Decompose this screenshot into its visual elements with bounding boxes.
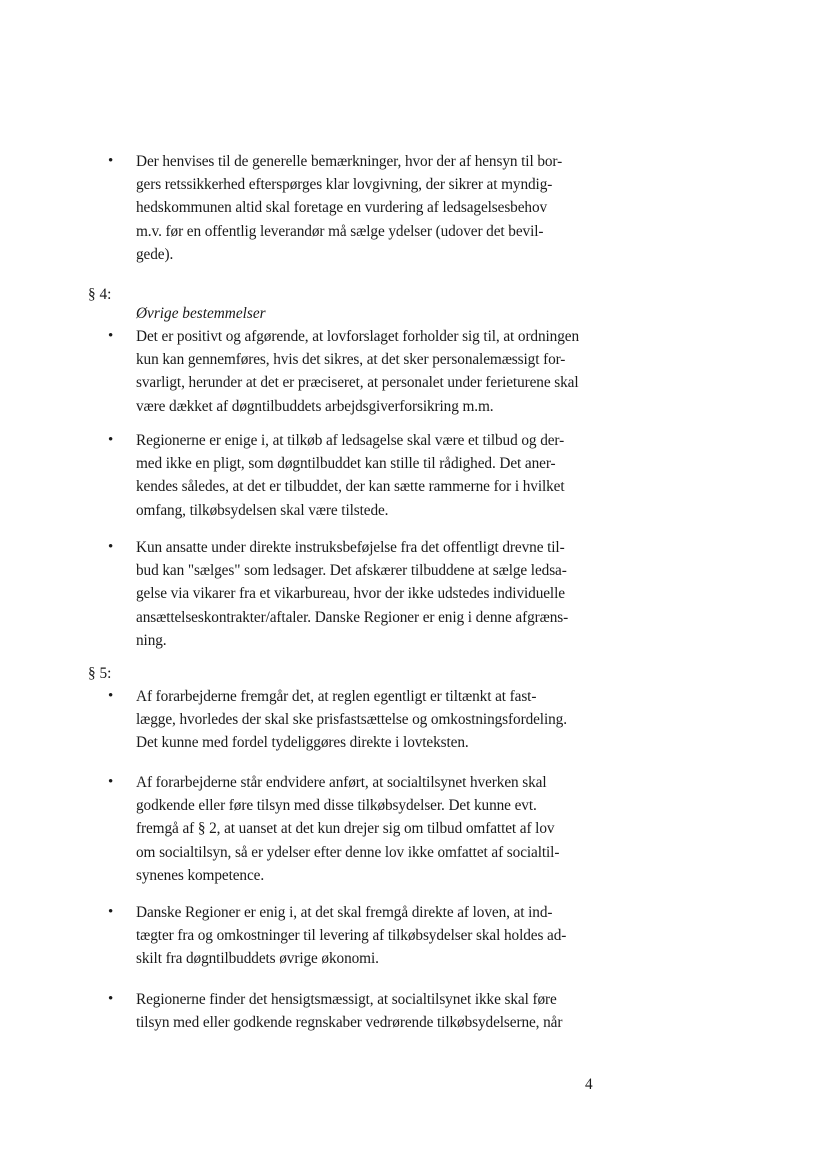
text-line: Danske Regioner er enig i, at det skal fremgå direkte af loven, at ind- — [136, 904, 553, 921]
text-line: Af forarbejderne står endvidere anført, at socialtilsynet hverken skal — [136, 774, 547, 791]
text-line: gelse via vikarer fra et vikarbureau, hvor der ikke udstedes individuelle — [136, 585, 565, 603]
text-line: tilsyn med eller godkende regnskaber vedrørende tilkøbsydelserne, når — [136, 1014, 563, 1032]
text-line: ansættelseskontrakter/aftaler. Danske Regioner er enig i denne afgræns- — [136, 608, 569, 626]
bullet-text — [136, 429, 608, 522]
bullet-text — [136, 771, 608, 887]
text-line: tægter fra og omkostninger til levering af tilkøbsydelser skal holdes ad- — [136, 927, 567, 945]
text-line: Regionerne er enige i, at tilkøb af ledsagelse skal være et tilbud og der- — [136, 432, 565, 449]
text-line: Det er positivt og afgørende, at lovforslaget forholder sig til, at ordningen — [136, 328, 580, 345]
text-line: omfang, tilkøbsydelsen skal være tilstede. — [136, 501, 389, 519]
text-line: synenes kompetence. — [136, 866, 265, 884]
text-line: med ikke en pligt, som døgntilbuddet kan stille til rådighed. Det aner- — [136, 455, 556, 473]
text-line: bud kan "sælges" som ledsager. Det afskærer tilbuddene at sælge ledsa- — [136, 562, 567, 580]
bullet-text — [136, 685, 608, 755]
bullet-text — [136, 901, 608, 971]
text-line: kendes således, at det er tilbuddet, der kan sætte rammerne for i hvilket — [136, 478, 565, 496]
bullet-text — [136, 988, 608, 1034]
text-line: skilt fra døgntilbuddets øvrige økonomi. — [136, 950, 379, 968]
bullet-icon: • — [108, 153, 114, 169]
text-line: lægge, hvorledes der skal ske prisfastsættelse og omkostningsfordeling. — [136, 711, 567, 729]
text-line: gede). — [136, 245, 174, 263]
text-line: Kun ansatte under direkte instruksbeføjelse fra det offentligt drevne til- — [136, 539, 565, 556]
bullet-text — [136, 536, 608, 652]
bullet-icon: • — [108, 991, 114, 1007]
text-line: hedskommunen altid skal foretage en vurdering af ledsagelsesbehov — [136, 199, 548, 217]
text-line: svarligt, herunder at det er præciseret, at personalet under ferieturene skal — [136, 374, 579, 392]
bullet-text — [136, 150, 608, 266]
text-line: ning. — [136, 631, 167, 649]
section-heading-5: § 5: — [88, 665, 112, 682]
bullet-icon: • — [108, 904, 114, 920]
text-line: m.v. før en offentlig leverandør må sælge ydelser (udover det bevil- — [136, 222, 544, 240]
bullet-icon: • — [108, 539, 114, 555]
bullet-icon: • — [108, 774, 114, 790]
text-line: fremgå af § 2, at uanset at det kun drejer sig om tilbud omfattet af lov — [136, 820, 555, 838]
text-line: Regionerne finder det hensigtsmæssigt, at socialtilsynet ikke skal føre — [136, 991, 557, 1008]
text-line: Der henvises til de generelle bemærkninger, hvor der af hensyn til bor- — [136, 153, 563, 170]
section-subheading: Øvrige bestemmelser — [136, 305, 266, 322]
text-line: være dækket af døgntilbuddets arbejdsgiverforsikring m.m. — [136, 397, 494, 415]
page-number: 4 — [585, 1076, 593, 1093]
text-line: om socialtilsyn, så er ydelser efter denne lov ikke omfattet af socialtil- — [136, 843, 560, 861]
text-line: godkende eller føre tilsyn med disse tilkøbsydelser. Det kunne evt. — [136, 797, 537, 815]
text-line: Det kunne med fordel tydeliggøres direkte i lovteksten. — [136, 734, 469, 752]
text-line: Af forarbejderne fremgår det, at reglen egentligt er tiltænkt at fast- — [136, 688, 537, 705]
section-heading-4: § 4: — [88, 286, 112, 303]
text-line: gers retssikkerhed efterspørges klar lovgivning, der sikrer at myndig- — [136, 176, 553, 194]
bullet-icon: • — [108, 328, 114, 344]
bullet-text — [136, 325, 608, 418]
bullet-icon: • — [108, 688, 114, 704]
text-line: kun kan gennemføres, hvis det sikres, at det sker personalemæssigt for- — [136, 351, 566, 369]
bullet-icon: • — [108, 432, 114, 448]
